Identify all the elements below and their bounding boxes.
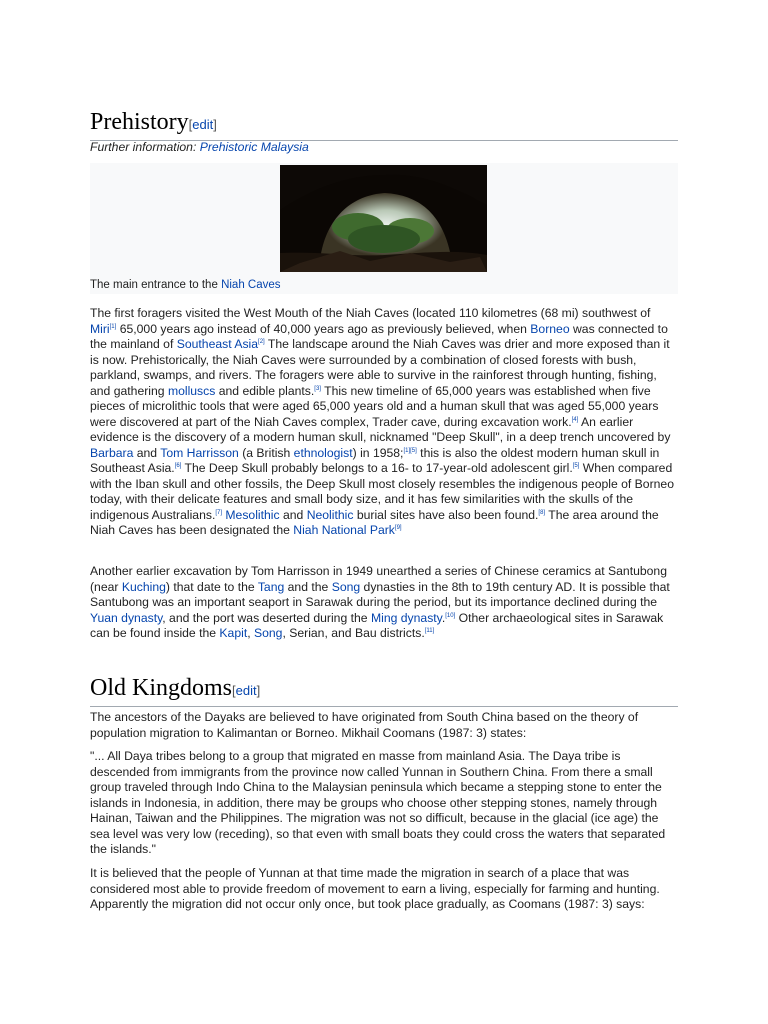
link-yuan-dynasty[interactable]: Yuan dynasty [90, 610, 163, 625]
link-ming-dynasty[interactable]: Ming dynasty [370, 610, 442, 625]
paragraph-prehistory-1: The first foragers visited the West Mouth of the Niah Caves (located 110 kilometres (68 mi) southwest of Miri[1] 65,000 years ago instead of 40,000 years ago as previously believed, when Borneo was connected to the mainland of Southeast Asia[2] The landscape around the Niah Caves was drier and more exposed than it is now. Prehistorically, the Niah Caves were surrounded by a combination of closed forests with bush, parkland, swamps, and rivers. The foragers were able to survive in the rainforest through hunting, fishing, and gathering molluscs and edible plants.[3] This new timeline of 65,000 years was established when five pieces of microlithic tools that were aged 65,000 years old and a human skull that was aged 55,000 years were discovered at part of the Niah Caves complex, Trader cave, during excavation work.[4] An earlier evidence is the discovery of a modern human skull, nicknamed "Deep Skull", in a deep trench uncovered by Barbara and Tom Harrisson (a British ethnologist) in 1958;[1][5] this is also the oldest modern human skull in Southeast Asia.[6] The Deep Skull probably belongs to a 16- to 17-year-old adolescent girl.[5] When compared with the Iban skull and other fossils, the Deep Skull most closely resembles the indigenous people of Borneo today, with their delicate features and small body size, and it has few similarities with the skulls of the indigenous Australians.[7] Mesolithic and Neolithic burial sites have also been found.[8] The area around the Niah Caves has been designated the Niah National Park[9] [90, 306, 674, 537]
paragraph-prehistory-2: Another earlier excavation by Tom Harrisson in 1949 unearthed a series of Chinese ceramics at Santubong (near Kuching) that date to the Tang and the Song dynasties in the 8th to 19th century AD. It is possible that Santubong was an important seaport in Sarawak during the period, but its importance declined during the Yuan dynasty, and the port was deserted during the Ming dynasty.[10] Other archaeological sites in Sarawak can be found inside the Kapit, Song, Serian, and Bau districts.[11] [90, 564, 670, 640]
paragraph-quote: "... All Daya tribes belong to a group that migrated en masse from mainland Asia. The Daya tribe is descended from immigrants from the province now called Yunnan in Southern China. From there a small group traveled through Indo China to the Malaysian peninsula which became a stepping stone to enter the islands in Indonesia, in addition, there may be groups who choose other stepping stones, namely through Hainan, Taiwan and the Philippines. The migration was not so difficult, because in the glacial (ice age) the sea level was very low (receding), so that even with small boats they could cross the waters that separated the islands." [90, 749, 666, 856]
link-molluscs[interactable]: molluscs [167, 383, 216, 398]
niah-caves-photo[interactable] [280, 165, 487, 272]
link-ethnologist[interactable]: ethnologist [293, 445, 353, 460]
link-niah-caves[interactable]: Niah Caves [221, 279, 281, 291]
ref[interactable]: [10] [445, 612, 456, 619]
image-thumbnail [90, 163, 678, 294]
paragraph-old-1: The ancestors of the Dayaks are believed to have originated from South China based on the theory of population migration to Kalimantan or Borneo. Mikhail Coomans (1987: 3) states: [90, 710, 639, 740]
ref[interactable]: [2] [258, 338, 265, 345]
link-prehistoric-malaysia[interactable]: Prehistoric Malaysia [199, 140, 309, 154]
link-song[interactable]: Song [331, 579, 361, 594]
ref[interactable]: [1] [109, 323, 117, 330]
link-neolithic[interactable]: Neolithic [306, 507, 354, 522]
ref[interactable]: [9] [394, 524, 402, 531]
paragraph-old-2: It is believed that the people of Yunnan at that time made the migration in search of a place that was considered most able to provide freedom of movement to earn a living, especially for farming and hunting. Apparently the migration did not occur only once, but took place gradually, as Coomans (1987: 3) says: [90, 866, 660, 911]
link-tom-harrisson[interactable]: Tom Harrisson [160, 445, 239, 460]
link-mesolithic[interactable]: Mesolithic [225, 507, 280, 522]
old-kingdoms-heading-block [90, 674, 678, 707]
link-song-district[interactable]: Song [253, 626, 283, 640]
link-southeast-asia[interactable]: Southeast Asia [176, 337, 259, 351]
edit-link-prehistory[interactable]: edit [192, 117, 214, 132]
ref[interactable]: [3] [314, 385, 321, 392]
ref[interactable]: [5] [572, 462, 580, 469]
ref[interactable]: [11] [424, 627, 435, 634]
ref[interactable]: [7] [215, 509, 223, 516]
link-kuching[interactable]: Kuching [121, 579, 166, 594]
ref[interactable]: [8] [538, 509, 546, 516]
ref[interactable]: [4] [571, 416, 579, 423]
link-barbara[interactable]: Barbara [90, 445, 134, 460]
section-heading-old-kingdoms: Old Kingdoms[edit] [90, 674, 678, 707]
edit-link-old-kingdoms[interactable]: edit [235, 683, 257, 698]
section-heading-prehistory: Prehistory[edit] [90, 108, 678, 141]
image-caption: The main entrance to the Niah Caves [90, 279, 281, 291]
ref[interactable]: [6] [174, 462, 182, 469]
link-kapit[interactable]: Kapit [219, 626, 248, 640]
hatnote: Further information: Prehistoric Malaysia [90, 140, 309, 154]
link-tang[interactable]: Tang [257, 579, 285, 594]
link-niah-national-park[interactable]: Niah National Park [293, 523, 395, 537]
prehistory-heading-block [90, 108, 678, 141]
cave-entrance-image [280, 165, 487, 272]
ref[interactable]: [1][5] [403, 447, 417, 454]
link-miri[interactable]: Miri [90, 321, 110, 336]
link-borneo[interactable]: Borneo [530, 321, 570, 336]
